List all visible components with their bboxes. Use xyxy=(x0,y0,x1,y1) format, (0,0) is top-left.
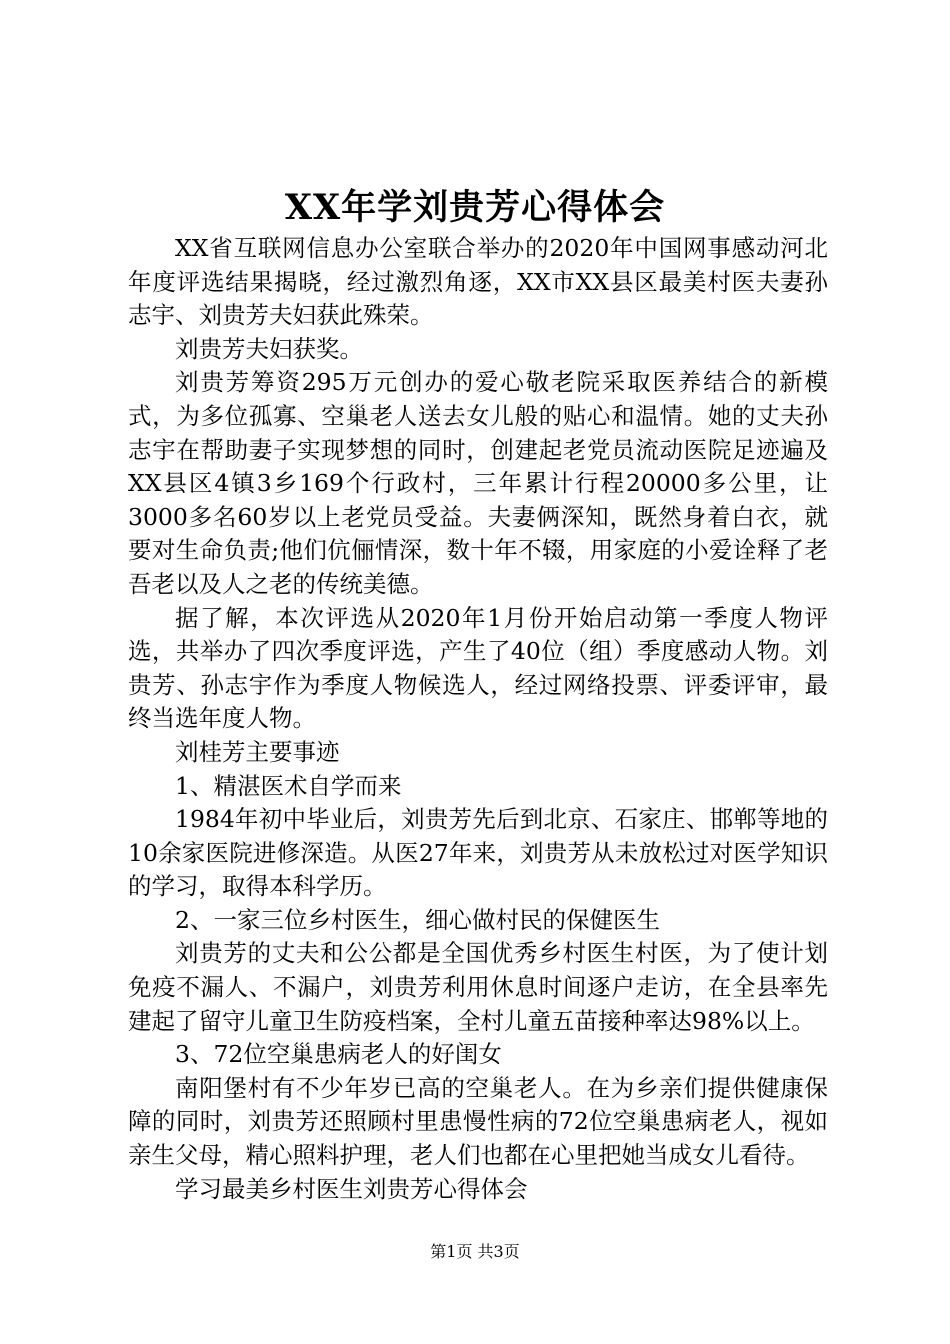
section-heading: 1、精湛医术自学而来 xyxy=(175,771,402,800)
page-footer: 第1页 共3页 xyxy=(430,1242,520,1261)
paragraph: 1984年初中毕业后，刘贵芳先后到北京、石家庄、邯郸等地的10余家医院进修深造。从医27年来，刘贵芳从未放松过对医学知识的学习，取得本科学历。 xyxy=(128,805,828,901)
document-title: XX年学刘贵芳心得体会 xyxy=(284,187,666,228)
paragraph: XX省互联网信息办公室联合举办的2020年中国网事感动河北年度评选结果揭晓，经过激烈角逐，XX市XX县区最美村医夫妻孙志宇、刘贵芳夫妇获此殊荣。 xyxy=(128,234,828,330)
section-heading: 3、72位空巢患病老人的好闺女 xyxy=(175,1040,502,1069)
section-heading: 2、一家三位乡村医生，细心做村民的保健医生 xyxy=(175,905,660,934)
paragraph: 刘贵芳的丈夫和公公都是全国优秀乡村医生村医，为了使计划免疫不漏人、不漏户，刘贵芳利用休息时间逐户走访，在全县率先建起了留守儿童卫生防疫档案，全村儿童五苗接种率达98%以上。 xyxy=(128,939,828,1035)
section-heading: 刘桂芳主要事迹 xyxy=(175,737,340,766)
document-body xyxy=(128,232,828,1206)
paragraph: 刘贵芳筹资295万元创办的爱心敬老院采取医养结合的新模式，为多位孤寡、空巢老人送去女儿般的贴心和温情。她的丈夫孙志宇在帮助妻子实现梦想的同时，创建起老党员流动医院足迹遍及XX县区4镇3乡169个行政村，三年累计行程20000多公里，让3000多名60岁以上老党员受益。夫妻俩深知，既然身着白衣，就要对生命负责;他们伉俪情深，数十年不辍，用家庭的小爱诠释了老吾老以及人之老的传统美德。 xyxy=(128,368,828,598)
paragraph: 据了解，本次评选从2020年1月份开始启动第一季度人物评选，共举办了四次季度评选，产生了40位（组）季度感动人物。刘贵芳、孙志宇作为季度人物候选人，经过网络投票、评委评审，最终当选年度人物。 xyxy=(128,603,828,733)
section-heading: 学习最美乡村医生刘贵芳心得体会 xyxy=(175,1174,528,1203)
paragraph: 南阳堡村有不少年岁已高的空巢老人。在为乡亲们提供健康保障的同时，刘贵芳还照顾村里患慢性病的72位空巢患病老人，视如亲生父母，精心照料护理，老人们也都在心里把她当成女儿看待。 xyxy=(128,1073,828,1170)
paragraph: 刘贵芳夫妇获奖。 xyxy=(175,334,363,363)
